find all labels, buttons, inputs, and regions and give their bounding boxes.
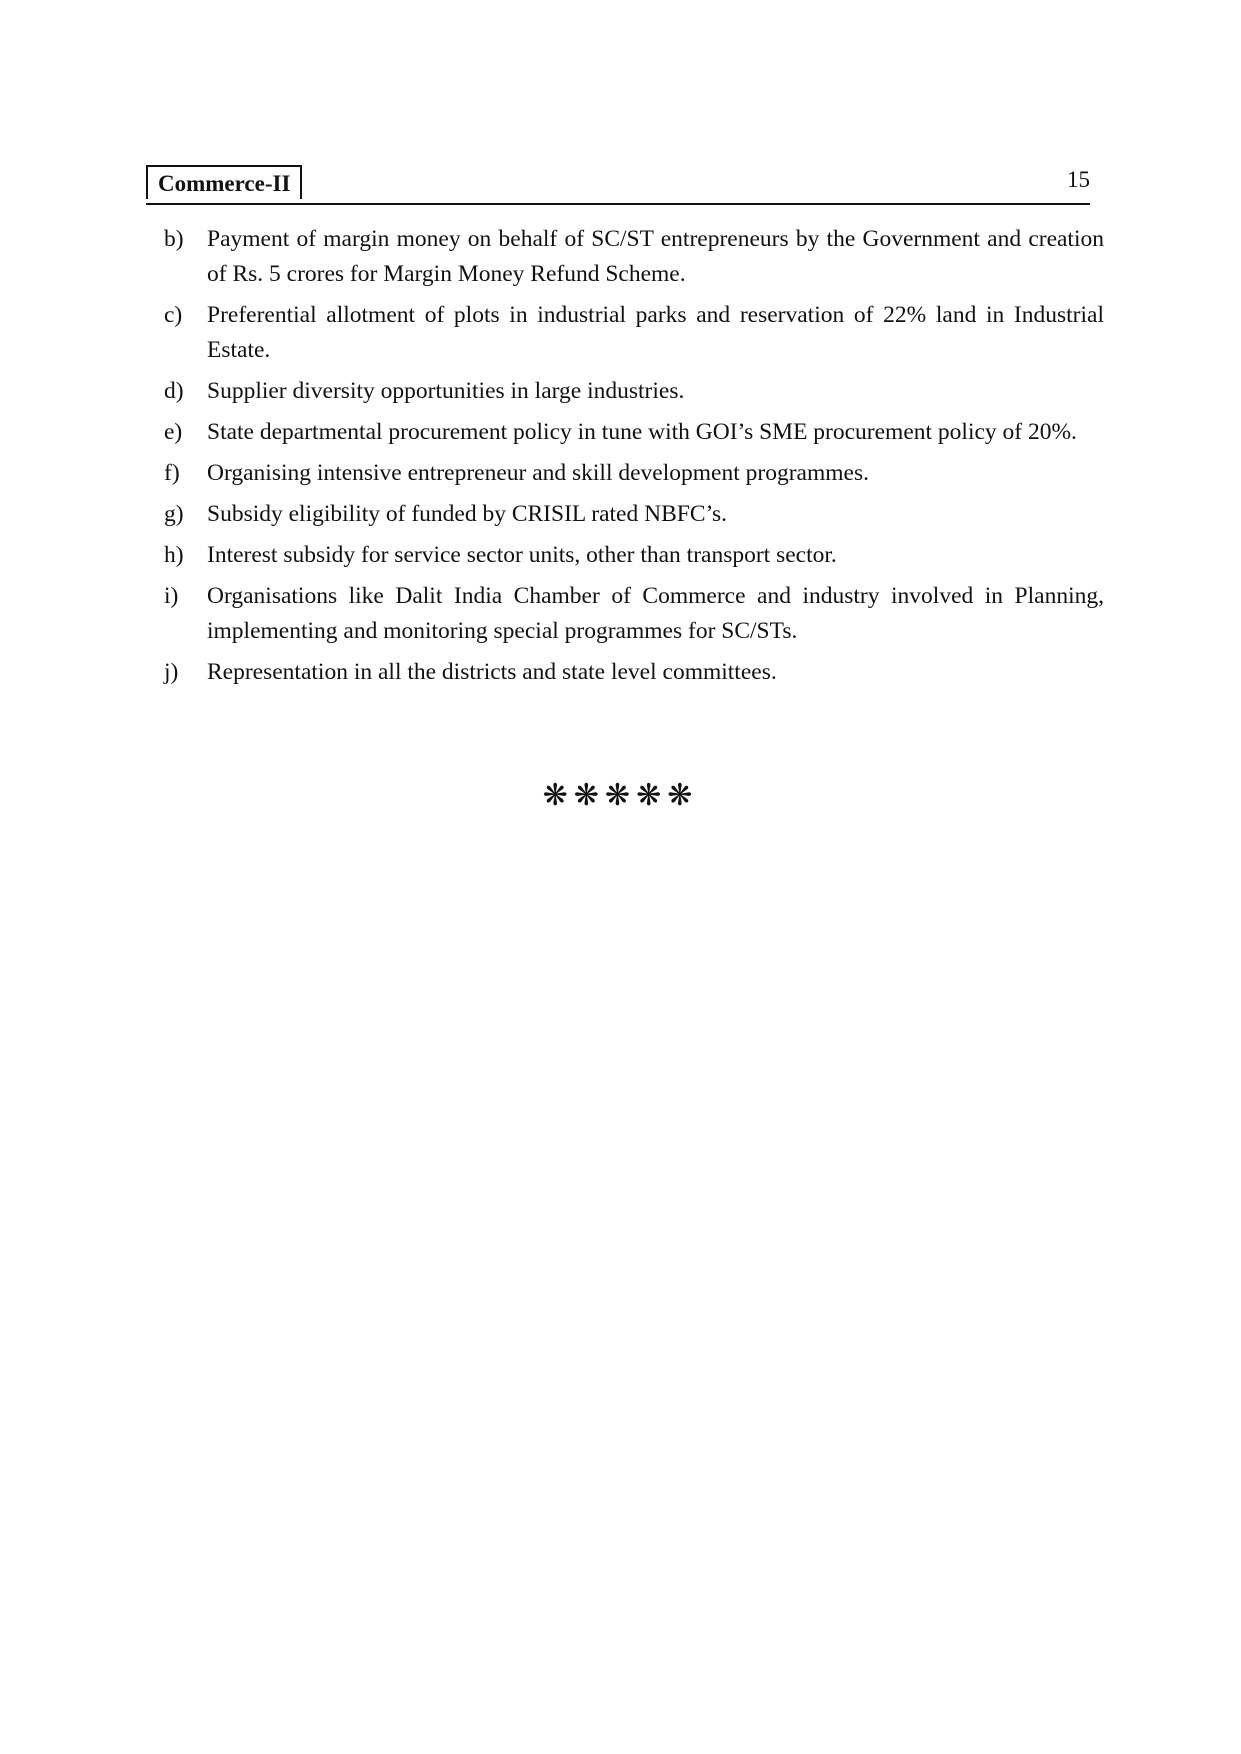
item-label: b) (164, 226, 184, 252)
list-item (164, 538, 1104, 573)
list-item (164, 298, 1104, 368)
item-text: State departmental procurement policy in tune with GOI’s SME procurement policy of 20%. (207, 419, 1077, 445)
item-text: Preferential allotment of plots in industrial parks and reservation of 22% land in Industrial Estate. (207, 302, 1104, 363)
item-text: Interest subsidy for service sector units, other than transport sector. (207, 542, 837, 568)
list-item (164, 374, 1104, 409)
item-text: Representation in all the districts and state level committees. (207, 659, 777, 685)
item-text: Payment of margin money on behalf of SC/ST entrepreneurs by the Government and creation of Rs. 5 crores for Margin Money Refund Scheme. (207, 226, 1104, 287)
list-item (164, 655, 1104, 690)
item-text: Organising intensive entrepreneur and skill development programmes. (207, 460, 869, 486)
item-list (164, 222, 1104, 696)
list-item (164, 222, 1104, 292)
list-item (164, 497, 1104, 532)
item-label: f) (164, 460, 180, 486)
item-text: Supplier diversity opportunities in large industries. (207, 378, 685, 404)
end-of-section-mark: ❋❋❋❋❋ (542, 778, 699, 813)
item-label: d) (164, 378, 184, 404)
section-title: Commerce-II (146, 165, 302, 199)
item-text: Organisations like Dalit India Chamber of Commerce and industry involved in Planning, implementing and monitoring special programmes for SC/STs. (207, 583, 1104, 644)
list-item (164, 579, 1104, 649)
page-header (146, 165, 1090, 205)
item-text: Subsidy eligibility of funded by CRISIL rated NBFC’s. (207, 501, 728, 527)
item-label: e) (164, 419, 183, 445)
page-number: 15 (1067, 167, 1090, 192)
list-item (164, 415, 1104, 450)
item-label: i) (164, 583, 179, 609)
list-item (164, 456, 1104, 491)
item-label: h) (164, 542, 184, 568)
item-label: j) (164, 659, 179, 685)
item-label: g) (164, 501, 184, 527)
item-label: c) (164, 302, 183, 328)
